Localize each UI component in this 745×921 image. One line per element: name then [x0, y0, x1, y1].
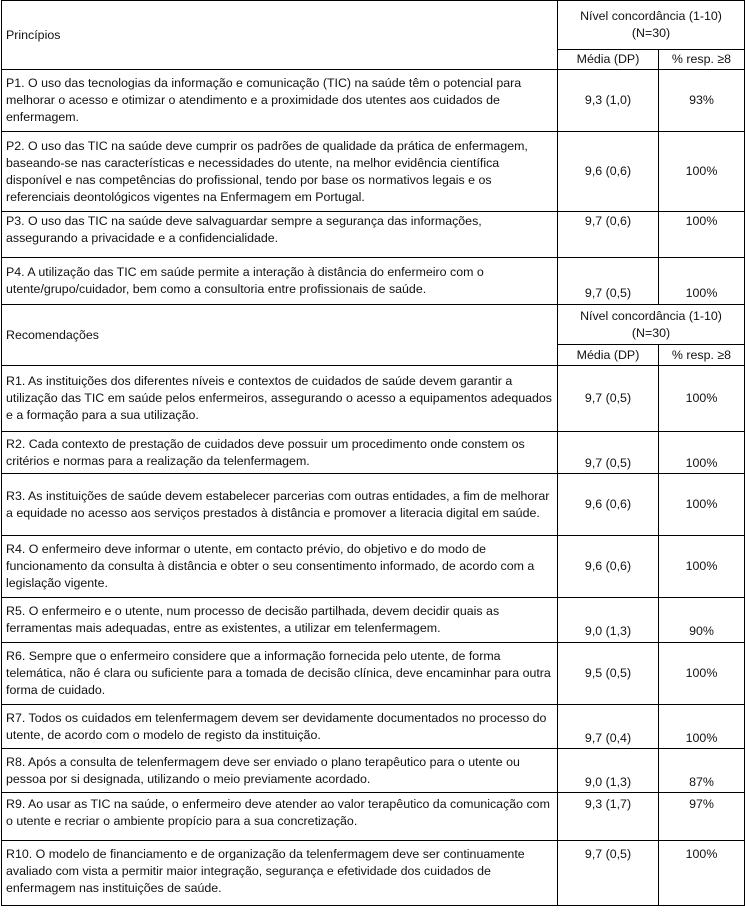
row-mean: 9,7 (0,5)	[558, 258, 659, 305]
section-title-principles: Princípios	[2, 1, 558, 70]
table-row	[2, 536, 745, 598]
row-pct: 100%	[659, 643, 745, 705]
row-mean: 9,6 (0,6)	[558, 474, 659, 536]
row-mean: 9,7 (0,5)	[558, 432, 659, 474]
row-mean: 9,3 (1,0)	[558, 70, 659, 132]
row-pct: 90%	[659, 598, 745, 643]
table-row	[2, 598, 745, 643]
row-text: R2. Cada contexto de prestação de cuidados deve possuir um procedimento onde constem os critérios e normas para a realização da telenfermagem.	[2, 432, 558, 474]
row-pct: 100%	[659, 366, 745, 432]
row-text: P4. A utilização das TIC em saúde permite a interação à distância do enfermeiro com o utente/grupo/cuidador, bem como a consultoria entre profissionais de saúde.	[2, 258, 558, 305]
row-pct: 100%	[659, 432, 745, 474]
row-pct: 100%	[659, 132, 745, 212]
table-row	[2, 432, 745, 474]
row-pct: 93%	[659, 70, 745, 132]
row-text: R8. Após a consulta de telenfermagem deve ser enviado o plano terapêutico para o utente ou pessoa por si designada, utilizando o meio previamente acordado.	[2, 749, 558, 793]
row-mean: 9,0 (1,3)	[558, 598, 659, 643]
table-row	[2, 474, 745, 536]
row-text: R5. O enfermeiro e o utente, num processo de decisão partilhada, devem decidir quais as ferramentas mais adequadas, entre as existentes, a utilizar em telenfermagem.	[2, 598, 558, 643]
row-mean: 9,6 (0,6)	[558, 132, 659, 212]
row-pct: 87%	[659, 749, 745, 793]
row-text: R1. As instituições dos diferentes níveis e contextos de cuidados de saúde devem garantir a utilização das TIC em saúde pelos enfermeiros, assegurando o acesso a equipamentos adequados e a formação para a sua utilização.	[2, 366, 558, 432]
row-mean: 9,7 (0,4)	[558, 705, 659, 749]
table-row	[2, 841, 745, 906]
consensus-table	[1, 0, 745, 906]
row-mean: 9,7 (0,6)	[558, 212, 659, 258]
row-mean: 9,7 (0,5)	[558, 841, 659, 906]
row-text: R7. Todos os cuidados em telenfermagem devem ser devidamente documentados no processo do utente, de acordo com o modelo de registo da instituição.	[2, 705, 558, 749]
table-row	[2, 793, 745, 841]
table-row	[2, 749, 745, 793]
agreement-level-header: Nível concordância (1-10) (N=30)	[558, 1, 745, 50]
table-row	[2, 705, 745, 749]
table-row	[2, 70, 745, 132]
row-mean: 9,6 (0,6)	[558, 536, 659, 598]
table-row	[2, 212, 745, 258]
col-header-pct: % resp. ≥8	[659, 50, 745, 70]
section-title-recommendations: Recomendações	[2, 305, 558, 366]
col-header-mean: Média (DP)	[558, 50, 659, 70]
row-pct: 97%	[659, 793, 745, 841]
table-row	[2, 132, 745, 212]
row-text: R6. Sempre que o enfermeiro considere que a informação fornecida pelo utente, de forma telemática, não é clara ou suficiente para a tomada de decisão clínica, deve encaminhar para outra forma de cuidado.	[2, 643, 558, 705]
row-text: P1. O uso das tecnologias da informação e comunicação (TIC) na saúde têm o potencial para melhorar o acesso e otimizar o atendimento e a proximidade dos utentes aos cuidados de enfermagem.	[2, 70, 558, 132]
col-header-pct: % resp. ≥8	[659, 345, 745, 366]
row-pct: 100%	[659, 474, 745, 536]
row-text: P3. O uso das TIC na saúde deve salvaguardar sempre a segurança das informações, assegurando a privacidade e a confidencialidade.	[2, 212, 558, 258]
row-pct: 100%	[659, 212, 745, 258]
row-text: P2. O uso das TIC na saúde deve cumprir os padrões de qualidade da prática de enfermagem, baseando-se nas características e necessidades do utente, na melhor evidência científica disponível e nas competências do profissional, tendo por base os normativos legais e os referenciais deontológicos vigentes na Enfermagem em Portugal.	[2, 132, 558, 212]
row-pct: 100%	[659, 705, 745, 749]
row-text: R10. O modelo de financiamento e de organização da telenfermagem deve ser continuamente avaliado com vista a permitir maior integração, segurança e efetividade dos cuidados de enfermagem nas instituições de saúde.	[2, 841, 558, 906]
table-row	[2, 643, 745, 705]
table-row	[2, 258, 745, 305]
row-pct: 100%	[659, 536, 745, 598]
row-text: R4. O enfermeiro deve informar o utente, em contacto prévio, do objetivo e do modo de funcionamento da consulta à distância e obter o seu consentimento informado, de acordo com a legislação vigente.	[2, 536, 558, 598]
table-row	[2, 366, 745, 432]
agreement-level-header: Nível concordância (1-10) (N=30)	[558, 305, 745, 345]
row-mean: 9,0 (1,3)	[558, 749, 659, 793]
row-pct: 100%	[659, 258, 745, 305]
row-pct: 100%	[659, 841, 745, 906]
row-text: R3. As instituições de saúde devem estabelecer parcerias com outras entidades, a fim de melhorar a equidade no acesso aos serviços prestados à distância e promover a literacia digital em saúde.	[2, 474, 558, 536]
row-mean: 9,7 (0,5)	[558, 366, 659, 432]
row-text: R9. Ao usar as TIC na saúde, o enfermeiro deve atender ao valor terapêutico da comunicação com o utente e recriar o ambiente propício para a sua concretização.	[2, 793, 558, 841]
row-mean: 9,5 (0,5)	[558, 643, 659, 705]
row-mean: 9,3 (1,7)	[558, 793, 659, 841]
col-header-mean: Média (DP)	[558, 345, 659, 366]
